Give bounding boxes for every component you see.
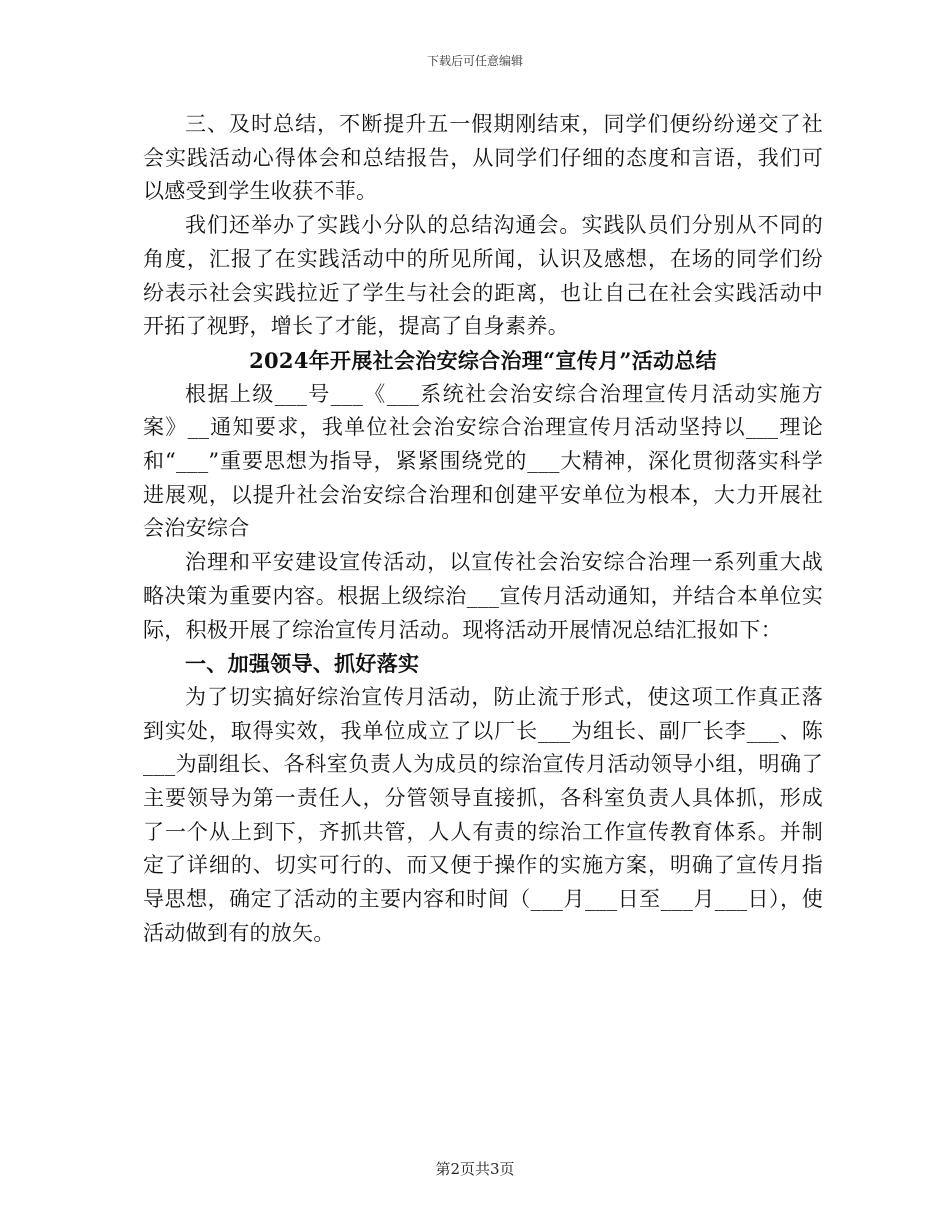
paragraph-background: 根据上级___号___《___系统社会治安综合治理宣传月活动实施方案》__通知要求，我单位社会治安综合治理宣传月活动坚持以___理论和“___”重要思想为指导，紧紧围绕党的___大精神，深化贯彻落实科学进展观，以提升社会治安综合治理和创建平安单位为根本，大力开展社会治安综合 [143, 381, 823, 541]
paragraph-summary-meeting: 我们还举办了实践小分队的总结沟通会。实践队员们分别从不同的角度，汇报了在实践活动中的所见所闻，认识及感想，在场的同学们纷纷表示社会实践拉近了学生与社会的距离，也让自己在社会实践活动中开拓了视野，增长了才能，提高了自身素养。 [143, 213, 823, 339]
page-number: 第2页共3页 [435, 1160, 515, 1178]
paragraph-summary-intro: 三、及时总结，不断提升五一假期刚结束，同学们便纷纷递交了社会实践活动心得体会和总结报告，从同学们仔细的态度和言语，我们可以感受到学生收获不菲。 [143, 112, 823, 204]
document-title: 2024年开展社会治安综合治理“宣传月”活动总结 [249, 347, 717, 373]
paragraph-content: 治理和平安建设宣传活动，以宣传社会治安综合治理一系列重大战略决策为重要内容。根据上级综治___宣传月活动通知，并结合本单位实际，积极开展了综治宣传月活动。现将活动开展情况总结汇报如下： [143, 550, 823, 642]
page-header-note: 下载后可任意编辑 [426, 54, 523, 68]
document-body [143, 108, 823, 951]
section-heading-leadership: 一、加强领导、抓好落实 [185, 651, 420, 677]
paragraph-leadership: 为了切实搞好综治宣传月活动，防止流于形式，使这项工作真正落到实处，取得实效，我单位成立了以厂长___为组长、副厂长李___、陈___为副组长、各科室负责人为成员的综治宣传月活动领导小组，明确了主要领导为第一责任人，分管领导直接抓，各科室负责人具体抓，形成了一个从上到下，齐抓共管，人人有责的综治工作宣传教育体系。并制定了详细的、切实可行的、而又便于操作的实施方案，明确了宣传月指导思想，确定了活动的主要内容和时间（___月___日至___月___日），使活动做到有的放矢。 [143, 684, 823, 945]
